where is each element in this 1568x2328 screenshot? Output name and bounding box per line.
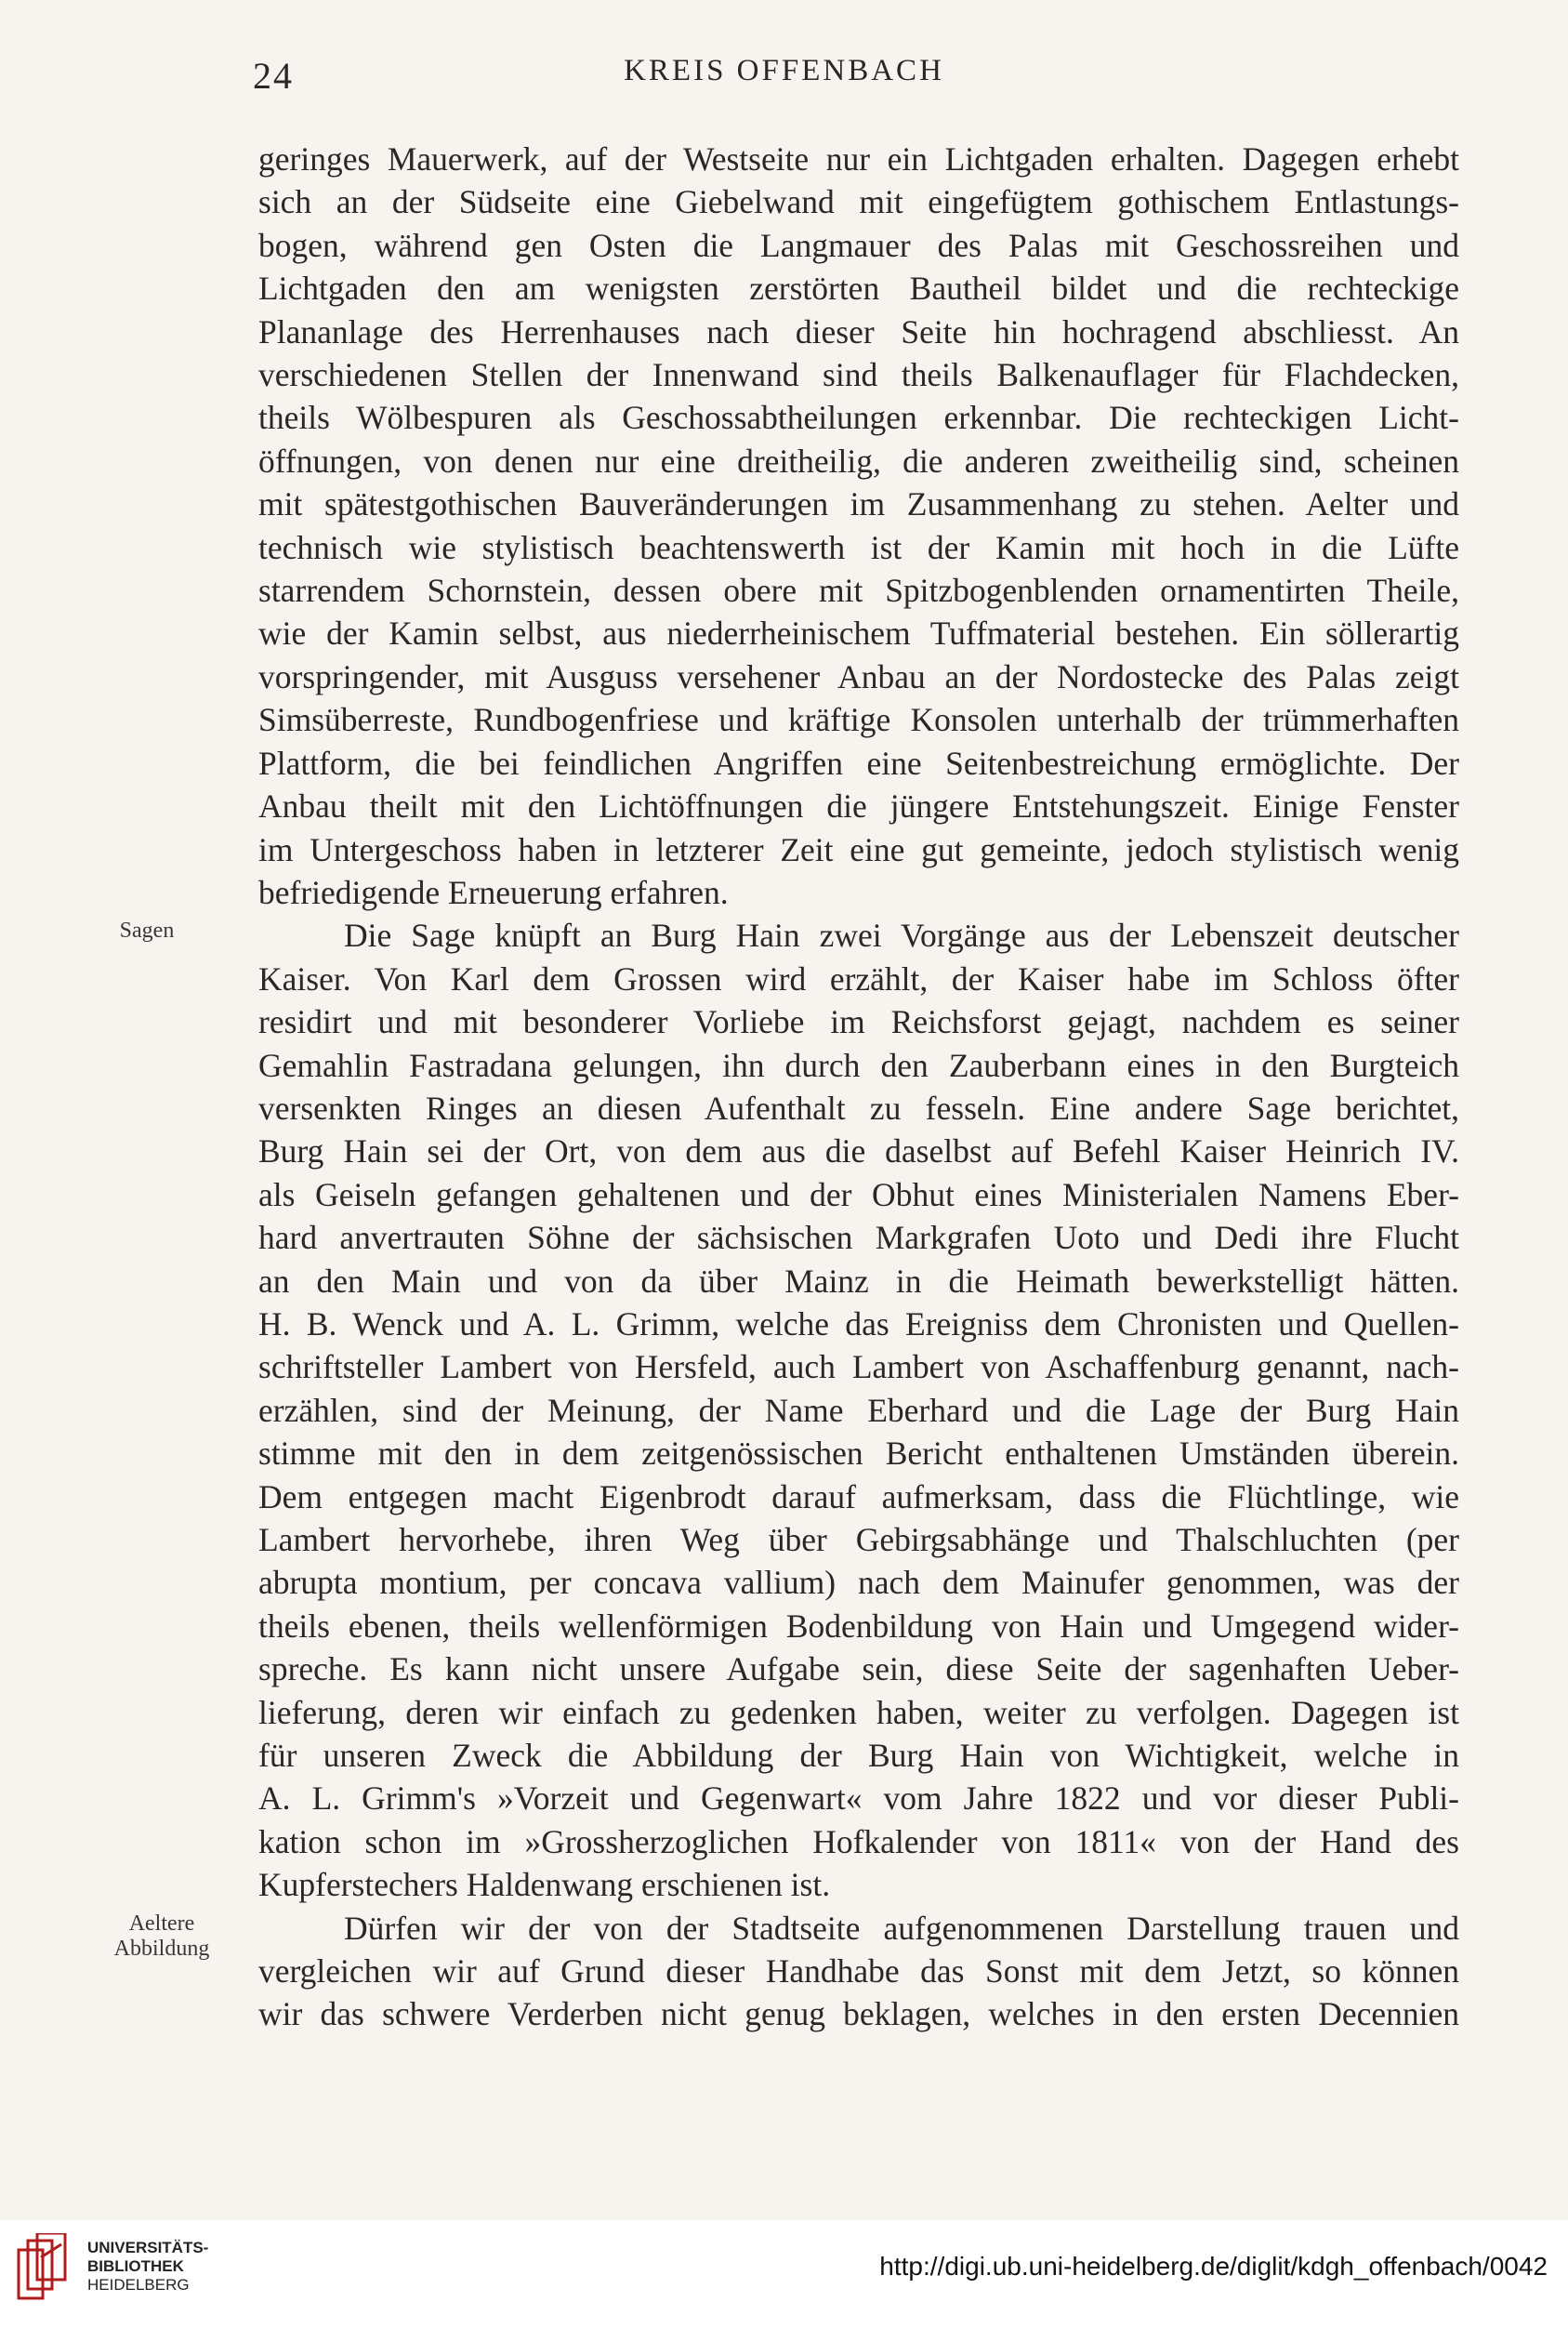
text-line: befriedigende Erneuerung erfahren. xyxy=(258,873,729,911)
text-line: für unseren Zweck die Abbildung der Burg Hain von Wichtigkeit, welche in xyxy=(258,1737,1459,1775)
text-line: bogen, während gen Osten die Langmauer des Palas mit Geschossreihen und xyxy=(258,226,1459,264)
text-line: wie der Kamin selbst, aus niederrheinischem Tuffmaterial bestehen. Ein söllerartig xyxy=(258,615,1459,653)
text-line: schriftsteller Lambert von Hersfeld, auch Lambert von Aschaffenburg genannt, nach- xyxy=(258,1348,1459,1386)
text-line: A. L. Grimm's »Vorzeit und Gegenwart« vom Jahre 1822 und vor dieser Publi- xyxy=(258,1779,1459,1818)
library-name-line: HEIDELBERG xyxy=(87,2276,190,2294)
library-logo[interactable] xyxy=(17,2233,208,2300)
text-line: Lichtgaden den am wenigsten zerstörten Bautheil bildet und die rechteckige xyxy=(258,270,1459,308)
text-line: als Geiseln gefangen gehaltenen und der Obhut eines Ministerialen Namens Eber- xyxy=(258,1175,1459,1213)
text-line: Simsüberreste, Rundbogenfriese und kräftige Konsolen unterhalb der trümmerhaften xyxy=(258,701,1459,739)
text-line: vorspringender, mit Ausguss versehener Anbau an der Nordostecke des Palas zeigt xyxy=(258,657,1459,695)
text-line: theils Wölbespuren als Geschossabtheilungen erkennbar. Die rechteckigen Licht- xyxy=(258,399,1459,437)
text-line: erzählen, sind der Meinung, der Name Eberhard und die Lage der Burg Hain xyxy=(258,1391,1459,1429)
text-line: stimme mit den in dem zeitgenössischen Bericht enthaltenen Umständen überein. xyxy=(258,1435,1459,1473)
running-head: KREIS OFFENBACH xyxy=(624,54,944,87)
page-number: 24 xyxy=(253,55,294,97)
library-name-line: UNIVERSITÄTS- xyxy=(87,2239,209,2256)
text-line: mit spätestgothischen Bauveränderungen im Zusammenhang zu stehen. Aelter und xyxy=(258,485,1459,523)
text-line: abrupta montium, per concava vallium) nach dem Mainufer genommen, was der xyxy=(258,1564,1459,1602)
text-line: spreche. Es kann nicht unsere Aufgabe sein, diese Seite der sagenhaften Ueber- xyxy=(258,1650,1459,1688)
margin-note-line: Abbildung xyxy=(113,1937,210,1961)
text-line: hard anvertrauten Söhne der sächsischen Markgrafen Uoto und Dedi ihre Flucht xyxy=(258,1219,1459,1257)
text-line: Anbau theilt mit den Lichtöffnungen die jüngere Entstehungszeit. Einige Fenster xyxy=(258,787,1459,826)
library-emblem-icon xyxy=(17,2233,74,2300)
text-line: geringes Mauerwerk, auf der Westseite nur ein Lichtgaden erhalten. Dagegen erhebt xyxy=(258,140,1459,178)
text-line: theils ebenen, theils wellenförmigen Bodenbildung von Hain und Umgegend wider- xyxy=(258,1607,1459,1645)
text-line: sich an der Südseite eine Giebelwand mit eingefügtem gothischem Entlastungs- xyxy=(258,183,1459,221)
text-line: versenkten Ringes an diesen Aufenthalt zu fesseln. Eine andere Sage berichtet, xyxy=(258,1089,1459,1127)
text-line: vergleichen wir auf Grund dieser Handhabe das Sonst mit dem Jetzt, so können xyxy=(258,1952,1459,1991)
text-line: lieferung, deren wir einfach zu gedenken haben, weiter zu verfolgen. Dagegen ist xyxy=(258,1693,1459,1731)
text-line: an den Main und von da über Mainz in die Heimath bewerkstelligt hätten. xyxy=(258,1262,1459,1300)
text-line: kation schon im »Grossherzoglichen Hofkalender von 1811« von der Hand des xyxy=(258,1822,1459,1860)
library-name-line: BIBLIOTHEK xyxy=(87,2257,184,2275)
text-line: verschiedenen Stellen der Innenwand sind theils Balkenauflager für Flachdecken, xyxy=(258,356,1459,394)
margin-note-sagen: Sagen xyxy=(119,919,175,943)
text-line: H. B. Wenck und A. L. Grimm, welche das Ereigniss dem Chronisten und Quellen- xyxy=(258,1304,1459,1343)
text-line: Lambert hervorhebe, ihren Weg über Gebirgsabhänge und Thalschluchten (per xyxy=(258,1521,1459,1558)
text-line: starrendem Schornstein, dessen obere mit Spitzbogenblenden ornamentirten Theile, xyxy=(258,572,1459,610)
text-line: residirt und mit besonderer Vorliebe im Reichsforst gejagt, nachdem es seiner xyxy=(258,1003,1459,1041)
text-line: im Untergeschoss haben in letzterer Zeit eine gut gemeinte, jedoch stylistisch wenig xyxy=(258,830,1459,868)
text-line: Die Sage knüpft an Burg Hain zwei Vorgänge aus der Lebenszeit deutscher xyxy=(344,917,1459,955)
source-url-link[interactable]: http://digi.ub.uni-heidelberg.de/diglit/kdgh_offenbach/0042 xyxy=(879,2252,1548,2281)
body-text xyxy=(258,138,1459,2036)
text-line: Dürfen wir der von der Stadtseite aufgenommenen Darstellung trauen und xyxy=(344,1909,1459,1947)
text-line: Dem entgegen macht Eigenbrodt darauf aufmerksam, dass die Flüchtlinge, wie xyxy=(258,1477,1459,1515)
text-line: Burg Hain sei der Ort, von dem aus die daselbst auf Befehl Kaiser Heinrich IV. xyxy=(258,1132,1459,1171)
margin-note-line: Aeltere xyxy=(128,1911,195,1936)
text-line: Kupferstechers Haldenwang erschienen ist. xyxy=(258,1866,831,1904)
margin-note-aeltere-abbildung xyxy=(97,1911,227,1962)
text-line: Gemahlin Fastradana gelungen, ihn durch den Zauberbann eines in den Burgteich xyxy=(258,1046,1459,1084)
text-line: Kaiser. Von Karl dem Grossen wird erzählt, der Kaiser habe im Schloss öfter xyxy=(258,959,1459,998)
text-line: öffnungen, von denen nur eine dreitheilig, die anderen zweitheilig sind, scheinen xyxy=(258,442,1459,480)
text-line: wir das schwere Verderben nicht genug beklagen, welches in den ersten Decennien xyxy=(258,1995,1459,2033)
text-line: Plananlage des Herrenhauses nach dieser Seite hin hochragend abschliesst. An xyxy=(258,312,1459,351)
text-line: technisch wie stylistisch beachtenswerth ist der Kamin mit hoch in die Lüfte xyxy=(258,528,1459,566)
footer xyxy=(0,2220,1568,2328)
text-line: Plattform, die bei feindlichen Angriffen eine Seitenbestreichung ermöglichte. Der xyxy=(258,744,1459,782)
